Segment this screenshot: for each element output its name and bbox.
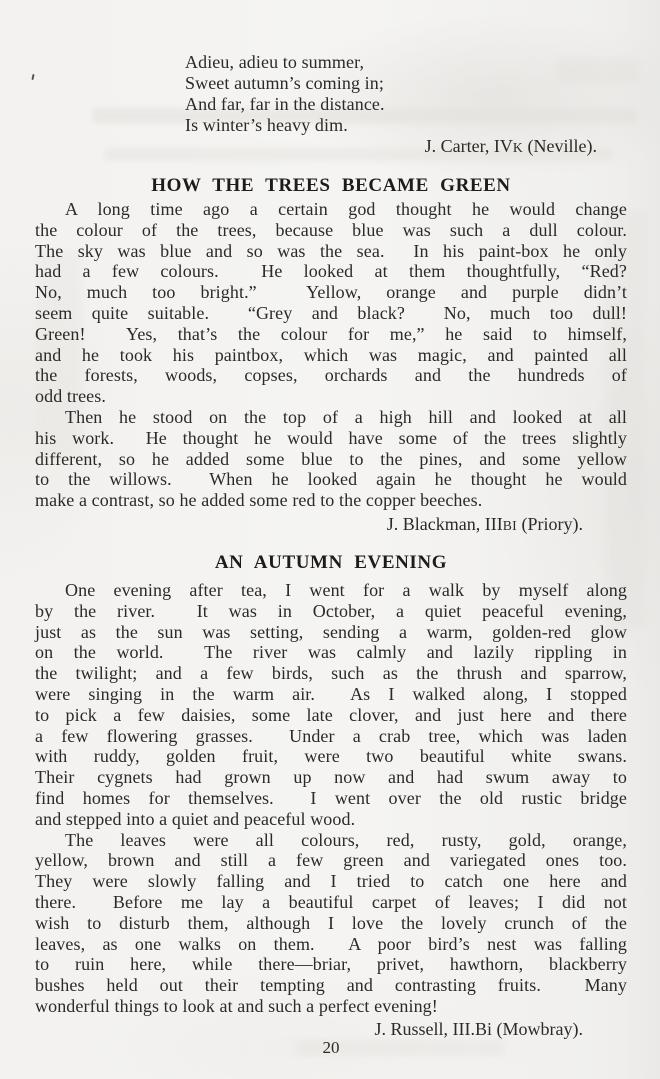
text-line: make a contrast, so he added some red to the copper beeches.: [35, 490, 483, 511]
text-line: They were slowly falling and I tried to catch one here and: [35, 871, 627, 892]
text-line: a few flowering grasses. Under a crab tree, which was laden: [35, 725, 627, 746]
text-line: with ruddy, golden fruit, were two beautiful white swans.: [35, 746, 627, 767]
byline-smallcaps: BI: [502, 517, 517, 533]
text-line: And far, far in the distance.: [185, 94, 385, 114]
text-line: Green! Yes, that’s the colour for me,” he said to himself,: [35, 323, 627, 344]
text-line: leaves, as one walks on them. A poor bird’s nest was falling: [35, 933, 627, 954]
text-line: Then he stood on the top of a high hill and looked at all: [65, 406, 627, 427]
text-line: on the world. The river was calmly and lazily rippling in: [35, 642, 627, 663]
byline-text: J. Russell, III.Bi (Mowbray).: [374, 1018, 583, 1039]
poem-author-byline: [35, 136, 597, 158]
text-line: the forests, woods, copses, orchards and the hundreds of: [35, 365, 627, 386]
text-line: One evening after tea, I went for a walk by myself along: [65, 579, 627, 600]
text-line: find homes for themselves. I went over the old rustic bridge: [35, 787, 627, 808]
text-line: wonderful things to look at and such a perfect evening!: [35, 995, 438, 1016]
text-line: to the willows. When he looked again he thought he would: [35, 469, 627, 490]
page-number: 20: [322, 1037, 340, 1057]
article-1-author-byline: [35, 514, 583, 536]
article-1-title: HOW THE TREES BECAME GREEN: [151, 175, 511, 196]
article-1-paragraph-2: [35, 407, 627, 511]
text-line: odd trees.: [35, 386, 106, 407]
byline-text: (Priory).: [517, 513, 583, 534]
text-line: the colour of the trees, because blue was such a dull colour.: [35, 219, 627, 240]
text-line: Their cygnets had grown up now and had swum away to: [35, 767, 627, 788]
text-line: Sweet autumn’s coming in;: [185, 73, 384, 93]
article-1-paragraph-1: [35, 199, 627, 407]
text-line: by the river. It was in October, a quiet peaceful evening,: [35, 600, 627, 621]
poem-closing-stanza: [185, 52, 627, 136]
text-line: The leaves were all colours, red, rusty, gold, orange,: [65, 829, 627, 850]
text-line: were singing in the warm air. As I walked along, I stopped: [35, 683, 627, 704]
text-line: Adieu, adieu to summer,: [185, 52, 365, 72]
byline-text: (Neville).: [523, 136, 597, 156]
article-2-title: AN AUTUMN EVENING: [214, 551, 448, 573]
text-line: Is winter’s heavy dim.: [185, 115, 348, 135]
text-line: The sky was blue and so was the sea. In his paint-box he only: [35, 240, 627, 261]
text-line: and stepped into a quiet and peaceful wood.: [35, 808, 356, 829]
text-line: had a few colours. He looked at them thoughtfully, “Red?: [35, 261, 627, 282]
text-line: the twilight; and a few birds, such as the thrush and sparrow,: [35, 663, 627, 684]
text-line: different, so he added some blue to the pines, and some yellow: [35, 448, 627, 469]
text-line: and he took his paintbox, which was magic, and painted all: [35, 344, 627, 365]
article-2-paragraph-2: [35, 830, 627, 1017]
text-line: there. Before me lay a beautiful carpet of leaves; I did not: [35, 891, 627, 912]
byline-text: J. Carter, IV: [424, 136, 513, 156]
text-column: [35, 52, 627, 1058]
text-line: his work. He thought he would have some of the trees slightly: [35, 427, 627, 448]
byline-text: J. Blackman, III: [386, 513, 503, 534]
text-line: A long time ago a certain god thought he would change: [65, 199, 627, 219]
byline-smallcaps: K: [512, 140, 524, 155]
text-line: seem quite suitable. “Grey and black? No, much too dull!: [35, 302, 627, 323]
text-line: wish to disturb them, although I love the lovely crunch of the: [35, 912, 627, 933]
text-line: yellow, brown and still a few green and variegated ones too.: [35, 850, 627, 871]
text-line: to pick a few daisies, some late clover, and just here and there: [35, 704, 627, 725]
text-line: bushes held out their tempting and contrasting fruits. Many: [35, 975, 627, 996]
article-2-paragraph-1: [35, 580, 627, 830]
text-line: No, much too bright.” Yellow, orange and purple didn’t: [35, 282, 627, 303]
text-line: just as the sun was setting, sending a warm, golden-red glow: [35, 621, 627, 642]
text-line: to ruin here, while there—briar, privet, hawthorn, blackberry: [35, 954, 627, 975]
